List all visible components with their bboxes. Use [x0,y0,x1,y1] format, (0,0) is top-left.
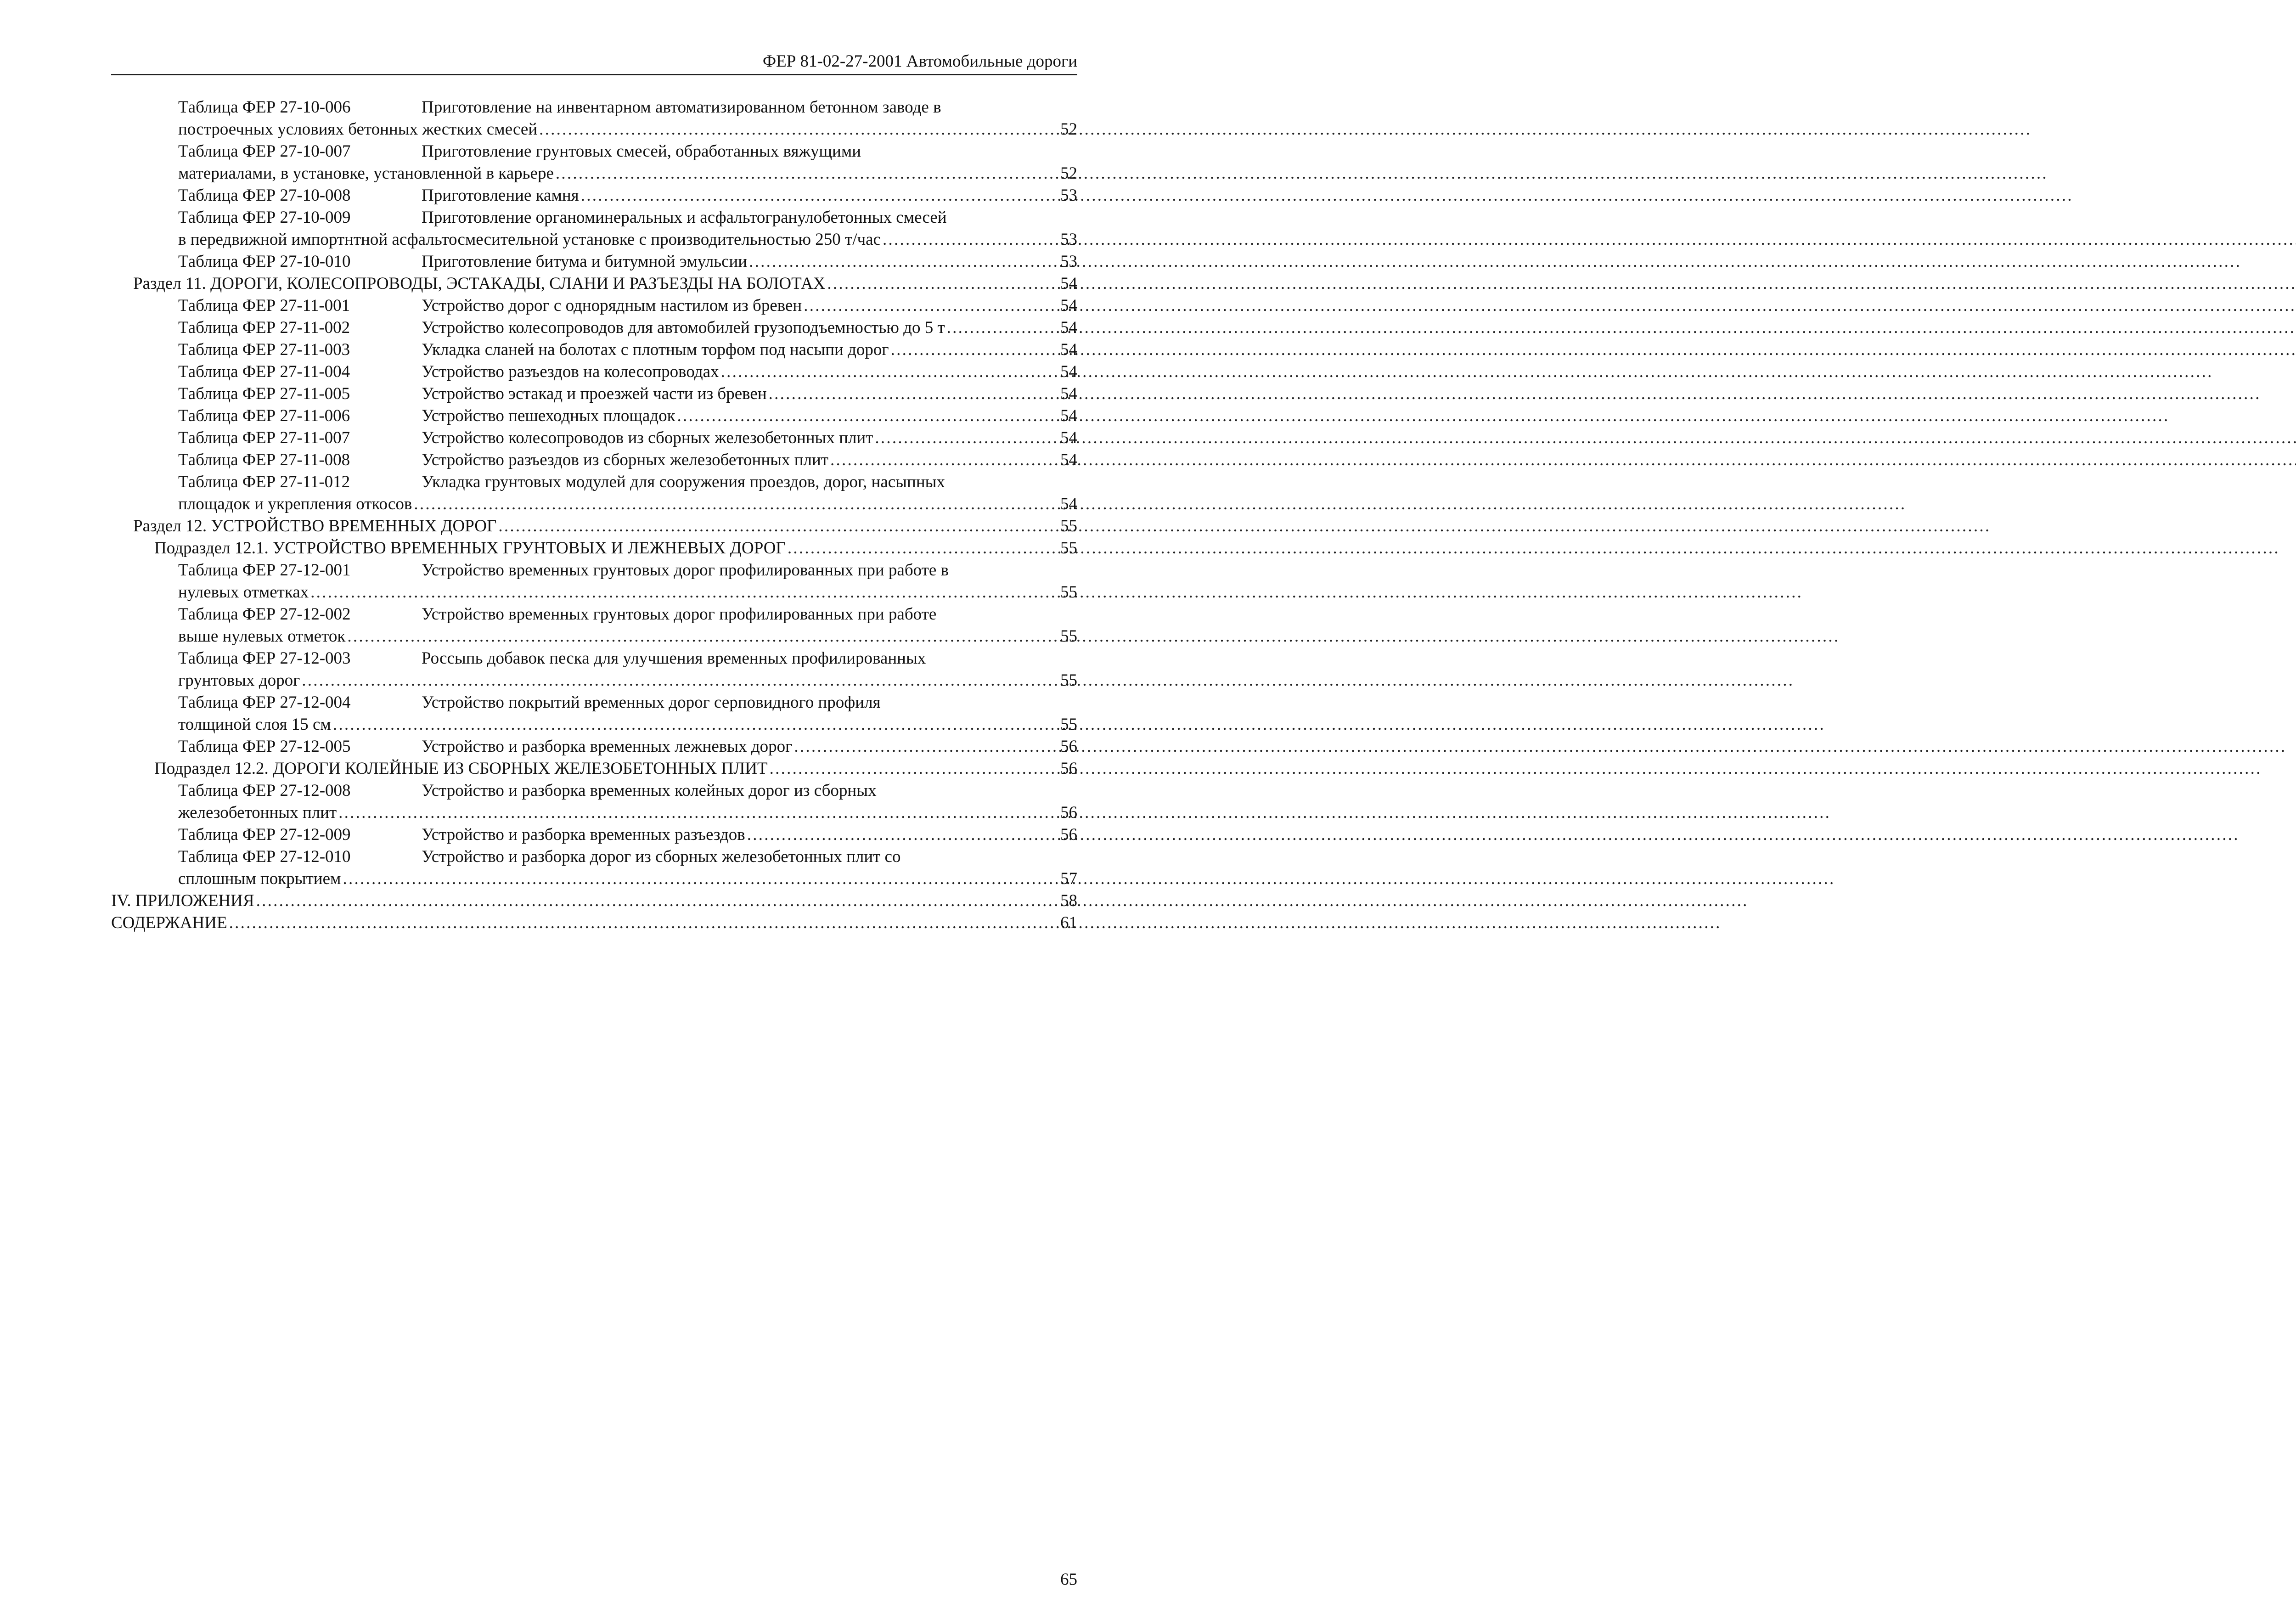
toc-entry-page: 52 [1060,164,1077,183]
dot-leader [721,361,1052,383]
toc-entry-title: Укладка грунтовых модулей для сооружения проездов, дорог, насыпных [422,473,945,491]
toc-entry[interactable] [0,427,1139,449]
page-number: 65 [1060,1570,1077,1589]
toc-entry-title-cont: построечных условиях бетонных жестких смесей [178,120,538,139]
toc-entry-code: Таблица ФЕР 27-12-009 [178,825,351,844]
toc-entry[interactable] [0,295,1139,317]
toc-entry-title: СОДЕРЖАНИЕ [111,913,227,932]
dot-leader [891,339,1052,361]
toc-entry-page: 58 [1060,891,1077,910]
toc-entry[interactable] [0,648,1139,692]
dot-leader [229,912,1052,934]
toc-entry-title: Устройство и разборка дорог из сборных железобетонных плит со [422,847,901,866]
toc-entry-code: Таблица ФЕР 27-11-007 [178,428,350,447]
dot-leader [310,581,1052,603]
toc-entry-page: 54 [1060,495,1077,513]
toc-entry-code: Таблица ФЕР 27-10-007 [178,142,351,161]
toc-entry[interactable] [0,96,1139,141]
toc-entry[interactable] [0,405,1139,427]
toc-entry-page: 55 [1060,715,1077,734]
toc-entry-page: 61 [1060,913,1077,932]
dot-leader [677,405,1052,427]
toc-entry-title: Россыпь добавок песка для улучшения временных профилированных [422,649,926,668]
dot-leader [556,163,1052,185]
toc-entry-code: Таблица ФЕР 27-12-002 [178,605,351,624]
dot-leader [830,449,1052,471]
dot-leader [498,515,1052,537]
toc-entry-page: 54 [1060,340,1077,359]
toc-entry-page: 55 [1060,539,1077,558]
toc-entry[interactable] [0,824,1139,846]
dot-leader [256,890,1052,912]
toc-entry-title: Устройство временных грунтовых дорог профилированных при работе [422,605,937,624]
toc-entry-page: 53 [1060,252,1077,271]
toc-entry-title: Устройство и разборка временных лежневых дорог [422,737,793,756]
toc-entry[interactable] [0,383,1139,405]
dot-leader [827,273,1052,295]
toc-entry-code: Таблица ФЕР 27-12-004 [178,693,351,712]
toc-entry[interactable] [0,559,1139,603]
toc-entry-page: 57 [1060,869,1077,888]
toc-entry-title: Приготовление камня [422,186,579,205]
toc-entry[interactable] [0,780,1139,824]
toc-entry-page: 54 [1060,318,1077,337]
toc-entry-title-cont: в передвижной импортнтной асфальтосмесительной установке с производительностью 250 т/час [178,230,881,249]
dot-leader [343,868,1052,890]
toc-entry-title: Устройство покрытий временных дорог серповидного профиля [422,693,881,712]
toc-entry-code: Таблица ФЕР 27-11-005 [178,384,350,403]
dot-leader [747,824,1052,846]
dot-leader [794,736,1052,758]
toc-entry[interactable] [0,185,1139,207]
toc-entry-title: Укладка сланей на болотах с плотным торфом под насыпи дорог [422,340,889,359]
toc-entry-page: 53 [1060,230,1077,249]
toc-entry-title-cont: площадок и укрепления откосов [178,495,412,513]
toc-entry-title: Устройство разъездов на колесопроводах [422,362,719,381]
dot-leader [333,714,1052,736]
dot-leader [581,185,1052,207]
toc-entry-page: 53 [1060,186,1077,205]
toc-entry[interactable] [0,912,1139,934]
dot-leader [769,383,1052,405]
dot-leader [770,758,1052,780]
dot-leader [788,537,1052,559]
toc-entry-title: Устройство разъездов из сборных железобетонных плит [422,451,828,469]
toc-entry[interactable] [0,339,1139,361]
toc-entry[interactable] [0,846,1139,890]
toc-entry-title: Подраздел 12.2. ДОРОГИ КОЛЕЙНЫЕ ИЗ СБОРНЫХ ЖЕЛЕЗОБЕТОННЫХ ПЛИТ [154,759,768,778]
toc-entry[interactable] [0,692,1139,736]
toc-entry-title: Устройство временных грунтовых дорог профилированных при работе в [422,561,949,580]
toc-entry-code: Таблица ФЕР 27-12-001 [178,561,351,580]
toc-entry-page: 55 [1060,583,1077,602]
toc-entry-code: Таблица ФЕР 27-10-008 [178,186,351,205]
dot-leader [338,802,1052,824]
document-page [0,0,1139,1611]
toc-entry-title: IV. ПРИЛОЖЕНИЯ [111,891,254,910]
toc-entry-title: Раздел 12. УСТРОЙСТВО ВРЕМЕННЫХ ДОРОГ [133,517,497,535]
toc-entry[interactable] [0,736,1139,758]
toc-entry-page: 52 [1060,120,1077,139]
toc-entry-code: Таблица ФЕР 27-11-002 [178,318,350,337]
toc-entry-code: Таблица ФЕР 27-11-012 [178,473,350,491]
toc-entry[interactable] [0,515,1139,537]
page-header [111,51,1077,75]
toc-entry-title: Раздел 11. ДОРОГИ, КОЛЕСОПРОВОДЫ, ЭСТАКАДЫ, СЛАНИ И РАЗЪЕЗДЫ НА БОЛОТАХ [133,274,826,293]
toc-entry-page: 54 [1060,296,1077,315]
toc-entry-page: 54 [1060,362,1077,381]
toc-entry-title: Устройство колесопроводов из сборных железобетонных плит [422,428,873,447]
toc-entry[interactable] [0,758,1139,780]
toc-entry-page: 54 [1060,428,1077,447]
dot-leader [302,670,1052,692]
dot-leader [347,625,1052,648]
toc-entry-title-cont: нулевых отметках [178,583,309,602]
toc-entry[interactable] [0,251,1139,273]
toc-entry-page: 54 [1060,274,1077,293]
header-title: ФЕР 81-02-27-2001 Автомобильные дороги [762,52,1077,71]
dot-leader [875,427,1052,449]
toc-entry-title: Подраздел 12.1. УСТРОЙСТВО ВРЕМЕННЫХ ГРУНТОВЫХ И ЛЕЖНЕВЫХ ДОРОГ [154,539,786,558]
toc-entry-title-cont: железобетонных плит [178,803,337,822]
toc-entry-page: 54 [1060,451,1077,469]
toc-entry[interactable] [0,449,1139,471]
toc-entry-code: Таблица ФЕР 27-12-008 [178,781,351,800]
toc-entry-code: Таблица ФЕР 27-10-010 [178,252,351,271]
toc-entry-page: 56 [1060,737,1077,756]
toc-entry-title: Устройство эстакад и проезжей части из бревен [422,384,767,403]
toc-entry[interactable] [0,141,1139,185]
toc-entry-page: 54 [1060,384,1077,403]
toc-entry-code: Таблица ФЕР 27-11-006 [178,406,350,425]
toc-entry-title-cont: сплошным покрытием [178,869,341,888]
toc-entry[interactable] [0,603,1139,648]
toc-entry-title: Устройство пешеходных площадок [422,406,675,425]
toc-entry[interactable] [0,273,1139,295]
toc-entry-page: 55 [1060,627,1077,646]
toc-entry[interactable] [0,207,1139,251]
toc-entry-code: Таблица ФЕР 27-11-008 [178,451,350,469]
toc-entry-title: Приготовление грунтовых смесей, обработанных вяжущими [422,142,861,161]
toc-entry-code: Таблица ФЕР 27-12-010 [178,847,351,866]
toc-entry-page: 56 [1060,759,1077,778]
toc-entry[interactable] [0,361,1139,383]
toc-entry-title: Устройство и разборка временных колейных дорог из сборных [422,781,877,800]
dot-leader [414,493,1052,515]
toc-entry-title-cont: материалами, в установке, установленной в карьере [178,164,554,183]
toc-entry-title: Приготовление на инвентарном автоматизированном бетонном заводе в [422,98,941,117]
toc-entry-title-cont: грунтовых дорог [178,671,300,690]
dot-leader [749,251,1052,273]
toc-entry-code: Таблица ФЕР 27-11-004 [178,362,350,381]
toc-entry-code: Таблица ФЕР 27-11-001 [178,296,350,315]
toc-entry[interactable] [0,537,1139,559]
toc-entry-code: Таблица ФЕР 27-11-003 [178,340,350,359]
toc-entry-page: 56 [1060,803,1077,822]
dot-leader [804,295,1052,317]
toc-entry-page: 55 [1060,671,1077,690]
dot-leader [539,118,1052,141]
toc-entry[interactable] [0,317,1139,339]
toc-entry-code: Таблица ФЕР 27-12-005 [178,737,351,756]
table-of-contents [0,96,1139,934]
toc-entry-code: Таблица ФЕР 27-10-009 [178,208,351,227]
toc-entry-title: Устройство и разборка временных разъездов [422,825,745,844]
toc-entry-code: Таблица ФЕР 27-10-006 [178,98,351,117]
toc-entry-title-cont: толщиной слоя 15 см [178,715,331,734]
toc-entry-page: 55 [1060,517,1077,535]
toc-entry[interactable] [0,471,1139,515]
toc-entry[interactable] [0,890,1139,912]
dot-leader [883,229,1052,251]
toc-entry-title-cont: выше нулевых отметок [178,627,346,646]
toc-entry-title: Устройство дорог с однорядным настилом из бревен [422,296,802,315]
toc-entry-page: 56 [1060,825,1077,844]
toc-entry-code: Таблица ФЕР 27-12-003 [178,649,351,668]
dot-leader [947,317,1052,339]
toc-entry-title: Приготовление органоминеральных и асфальтогранулобетонных смесей [422,208,947,227]
toc-entry-page: 54 [1060,406,1077,425]
toc-entry-title: Устройство колесопроводов для автомобилей грузоподъемностью до 5 т [422,318,945,337]
toc-entry-title: Приготовление битума и битумной эмульсии [422,252,748,271]
